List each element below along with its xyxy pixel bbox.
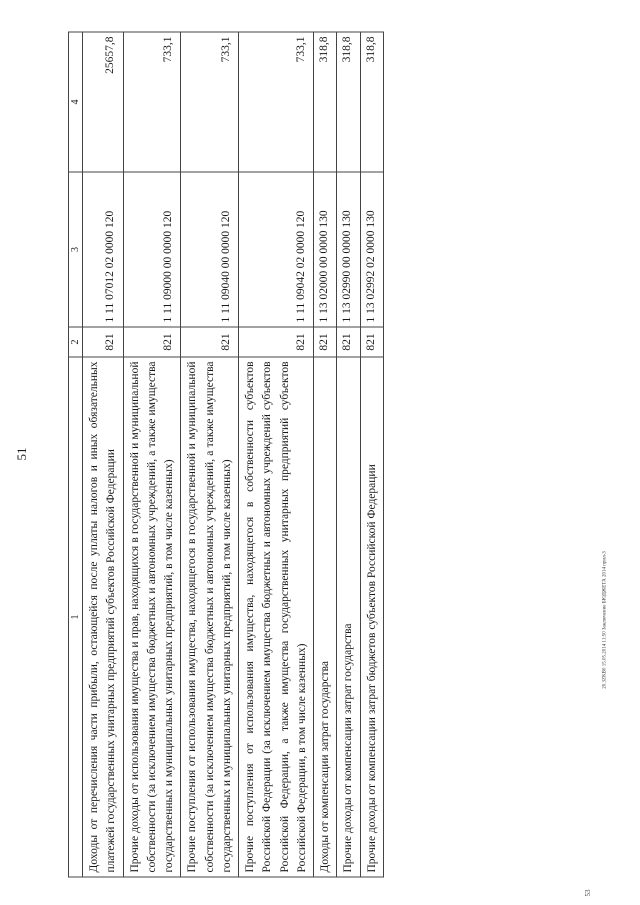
amount-cell: 733,1 [181,32,239,172]
header-col-1: 1 [69,357,83,877]
admin-code-cell: 821 [360,327,383,357]
amount-cell: 318,8 [314,32,337,172]
header-col-3: 3 [69,172,83,327]
revenue-name-cell: Прочие доходы от компенсации затрат бюджетов субъектов Российской Федерации [360,357,383,877]
amount-cell: 318,8 [360,32,383,172]
budget-code-cell: 1 13 02990 00 0000 130 [337,172,360,327]
revenue-name-cell: Доходы от перечисления части прибыли, остающейся после уплаты налогов и иных обязательных платежей государственных унитарных предприятий субъектов Российской Федерации [83,357,124,877]
admin-code-cell: 821 [314,327,337,357]
budget-code-cell: 1 13 02992 02 0000 130 [360,172,383,327]
table-header-row [69,32,83,877]
header-col-2: 2 [69,327,83,357]
budget-code-cell: 1 11 09000 00 0000 120 [123,172,181,327]
budget-code-cell: 1 11 07012 02 0000 120 [83,172,124,327]
budget-code-cell: 1 11 09042 02 0000 120 [239,172,314,327]
page-number: 51 [14,447,29,461]
admin-code-cell: 821 [83,327,124,357]
table-row [83,32,124,877]
admin-code-cell: 821 [181,327,239,357]
document-footer-code: 20.3ZKB0 15.05.2014 11:50 Заключение БЮДЖЕТА 2014 прил-3 [602,551,608,689]
revenue-name-cell: Прочие доходы от использования имущества и прав, находящихся в государственной и муниципальной собственности (за исключением имущества бюджетных и автономных учреждений, а также имущества государственных и муниципальных унитарных предприятий, в том числе казенных) [123,357,181,877]
table-row [337,32,360,877]
admin-code-cell: 821 [337,327,360,357]
admin-code-cell: 821 [123,327,181,357]
revenue-table-container [68,33,568,878]
amount-cell: 733,1 [123,32,181,172]
revenue-name-cell: Прочие поступления от использования имущества, находящегося в собственности субъектов Российской Федерации (за исключением имущества бюджетных и автономных учреждений субъектов Российской Федерации, а также имущества государственных унитарных предприятий субъектов Российской Федерации, в том числе казенных) [239,357,314,877]
table-row [314,32,337,877]
table-row [239,32,314,877]
amount-cell: 25657,8 [83,32,124,172]
budget-code-cell: 1 13 02000 00 0000 130 [314,172,337,327]
budget-code-cell: 1 11 09040 00 0000 120 [181,172,239,327]
revenue-name-cell: Прочие доходы от компенсации затрат государства [337,357,360,877]
header-col-4: 4 [69,32,83,172]
revenue-table [68,32,384,878]
revenue-name-cell: Доходы от компенсации затрат государства [314,357,337,877]
amount-cell: 318,8 [337,32,360,172]
corner-page-mark: 53 [584,889,592,897]
table-row [181,32,239,877]
table-row [123,32,181,877]
amount-cell: 733,1 [239,32,314,172]
revenue-name-cell: Прочие поступления от использования имущества, находящегося в государственной и муниципальной собственности (за исключением имущества бюджетных и автономных учреждений, а также имущества государственных и муниципальных унитарных предприятий, в том числе казенных) [181,357,239,877]
admin-code-cell: 821 [239,327,314,357]
table-row [360,32,383,877]
